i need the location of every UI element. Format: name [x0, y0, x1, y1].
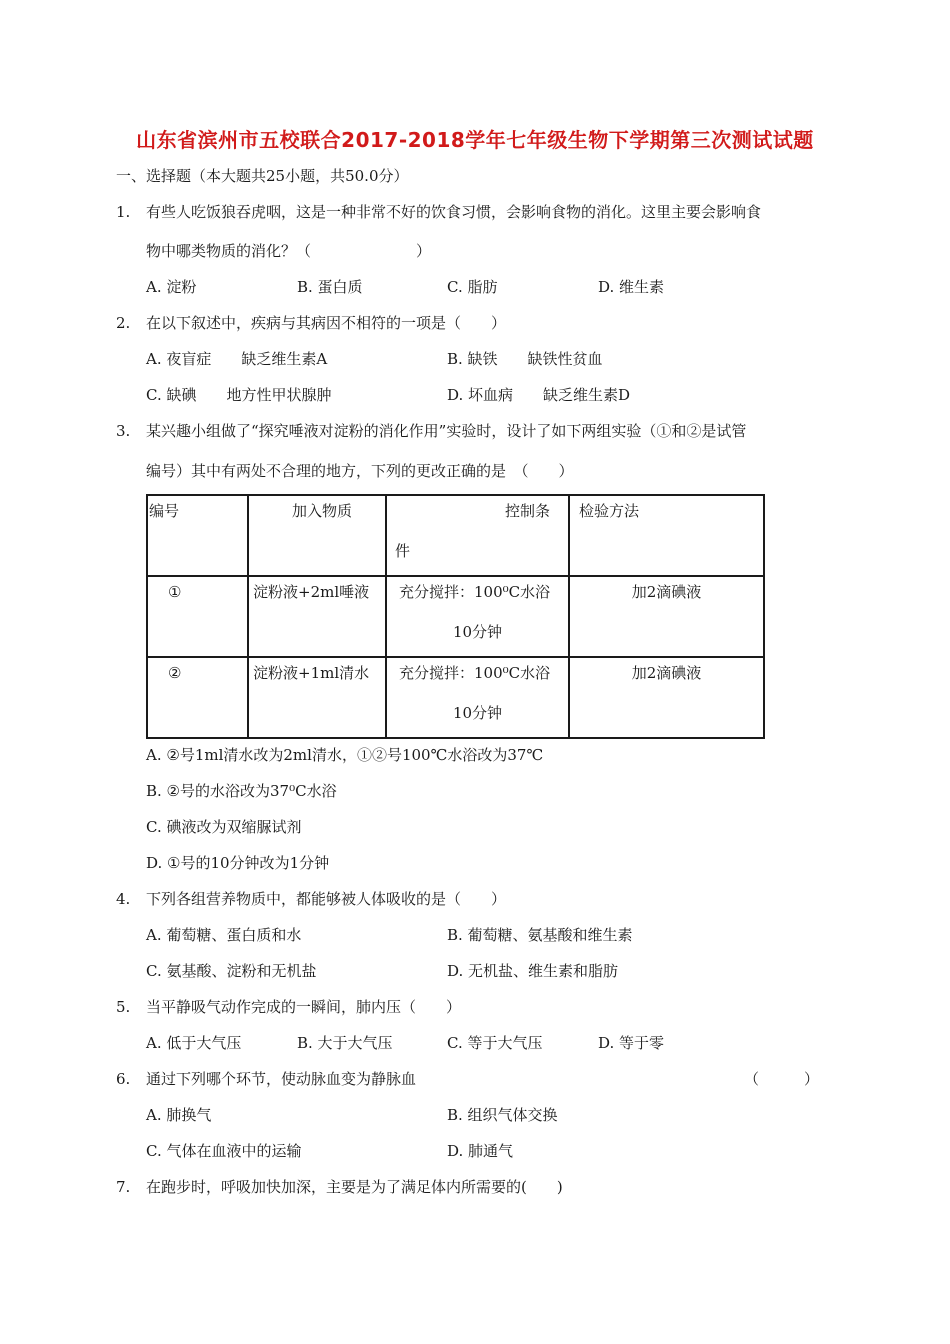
table-cell-substance: 淀粉液+1ml清水 — [253, 664, 370, 682]
option-b: B. ②号的水浴改为37⁰C水浴 — [146, 782, 337, 800]
section-heading: 一、选择题（本大题共25小题，共50.0分） — [116, 167, 409, 185]
option-c: C. 脂肪 — [447, 278, 498, 296]
question-text: 在以下叙述中，疾病与其病因不相符的一项是（ ） — [146, 314, 507, 332]
question-text-cont: 编号）其中有两处不合理的地方，下列的更改正确的是 （ ） — [146, 462, 574, 480]
option-d: D. ①号的10分钟改为1分钟 — [146, 854, 330, 872]
question-text-cont: 物中哪类物质的消化？（ ） — [146, 242, 432, 260]
option-d: D. 维生素 — [598, 278, 665, 296]
question-text: 通过下列哪个环节，使动脉血变为静脉血 — [146, 1070, 417, 1088]
table-header-condition: 控制条 — [505, 502, 551, 520]
question-number: 7. — [116, 1178, 131, 1196]
option-d: D. 无机盐、维生素和脂肪 — [447, 962, 619, 980]
table-cell-condition-cont: 10分钟 — [452, 704, 503, 722]
option-b: B. 大于大气压 — [297, 1034, 393, 1052]
table-header-substance: 加入物质 — [292, 502, 353, 520]
option-c: C. 等于大气压 — [447, 1034, 543, 1052]
question-number: 2. — [116, 314, 131, 332]
option-d: D. 等于零 — [598, 1034, 665, 1052]
table-cell-number: ① — [168, 583, 182, 601]
option-b: B. 组织气体交换 — [447, 1106, 558, 1124]
question-text: 某兴趣小组做了“探究唾液对淀粉的消化作用”实验时，设计了如下两组实验（①和②是试管 — [146, 422, 747, 440]
question-number: 6. — [116, 1070, 131, 1088]
question-text: 下列各组营养物质中，都能够被人体吸收的是（ ） — [146, 890, 507, 908]
table-cell-method: 加2滴碘液 — [631, 583, 702, 601]
option-a: A. 淀粉 — [146, 278, 197, 296]
table-header-condition-cont: 件 — [395, 542, 411, 560]
table-cell-method: 加2滴碘液 — [631, 664, 702, 682]
option-c: C. 氨基酸、淀粉和无机盐 — [146, 962, 317, 980]
option-d: D. 坏血病 缺乏维生素D — [447, 386, 631, 404]
option-a: A. 肺换气 — [146, 1106, 212, 1124]
option-b: B. 蛋白质 — [297, 278, 363, 296]
question-number: 1. — [116, 203, 131, 221]
question-number: 4. — [116, 890, 131, 908]
option-b: B. 缺铁 缺铁性贫血 — [447, 350, 603, 368]
option-d: D. 肺通气 — [447, 1142, 514, 1160]
experiment-table — [146, 494, 765, 739]
option-c: C. 碘液改为双缩脲试剂 — [146, 818, 302, 836]
option-b: B. 葡萄糖、氨基酸和维生素 — [447, 926, 633, 944]
table-header-method: 检验方法 — [579, 502, 640, 520]
table-cell-substance: 淀粉液+2ml唾液 — [253, 583, 370, 601]
option-a: A. 葡萄糖、蛋白质和水 — [146, 926, 302, 944]
document-title: 山东省滨州市五校联合2017-2018学年七年级生物下学期第三次测试试题 — [136, 128, 814, 152]
option-c: C. 气体在血液中的运输 — [146, 1142, 302, 1160]
option-a: A. 夜盲症 缺乏维生素A — [146, 350, 328, 368]
table-cell-condition: 充分搅拌：100⁰C水浴 — [399, 583, 551, 601]
question-number: 3. — [116, 422, 131, 440]
question-text: 当平静吸气动作完成的一瞬间，肺内压（ ） — [146, 998, 462, 1016]
question-text: 有些人吃饭狼吞虎咽，这是一种非常不好的饮食习惯，会影响食物的消化。这里主要会影响食 — [146, 203, 762, 221]
answer-paren: （ ） — [744, 1070, 820, 1088]
option-c: C. 缺碘 地方性甲状腺肿 — [146, 386, 332, 404]
option-a: A. 低于大气压 — [146, 1034, 242, 1052]
option-a: A. ②号1ml清水改为2ml清水，①②号100℃水浴改为37℃ — [146, 746, 544, 764]
question-text: 在跑步时，呼吸加快加深，主要是为了满足体内所需要的( ) — [146, 1178, 563, 1196]
question-number: 5. — [116, 998, 131, 1016]
table-cell-condition: 充分搅拌：100⁰C水浴 — [399, 664, 551, 682]
table-cell-condition-cont: 10分钟 — [452, 623, 503, 641]
table-header-number: 编号 — [149, 502, 180, 520]
table-cell-number: ② — [168, 664, 182, 682]
